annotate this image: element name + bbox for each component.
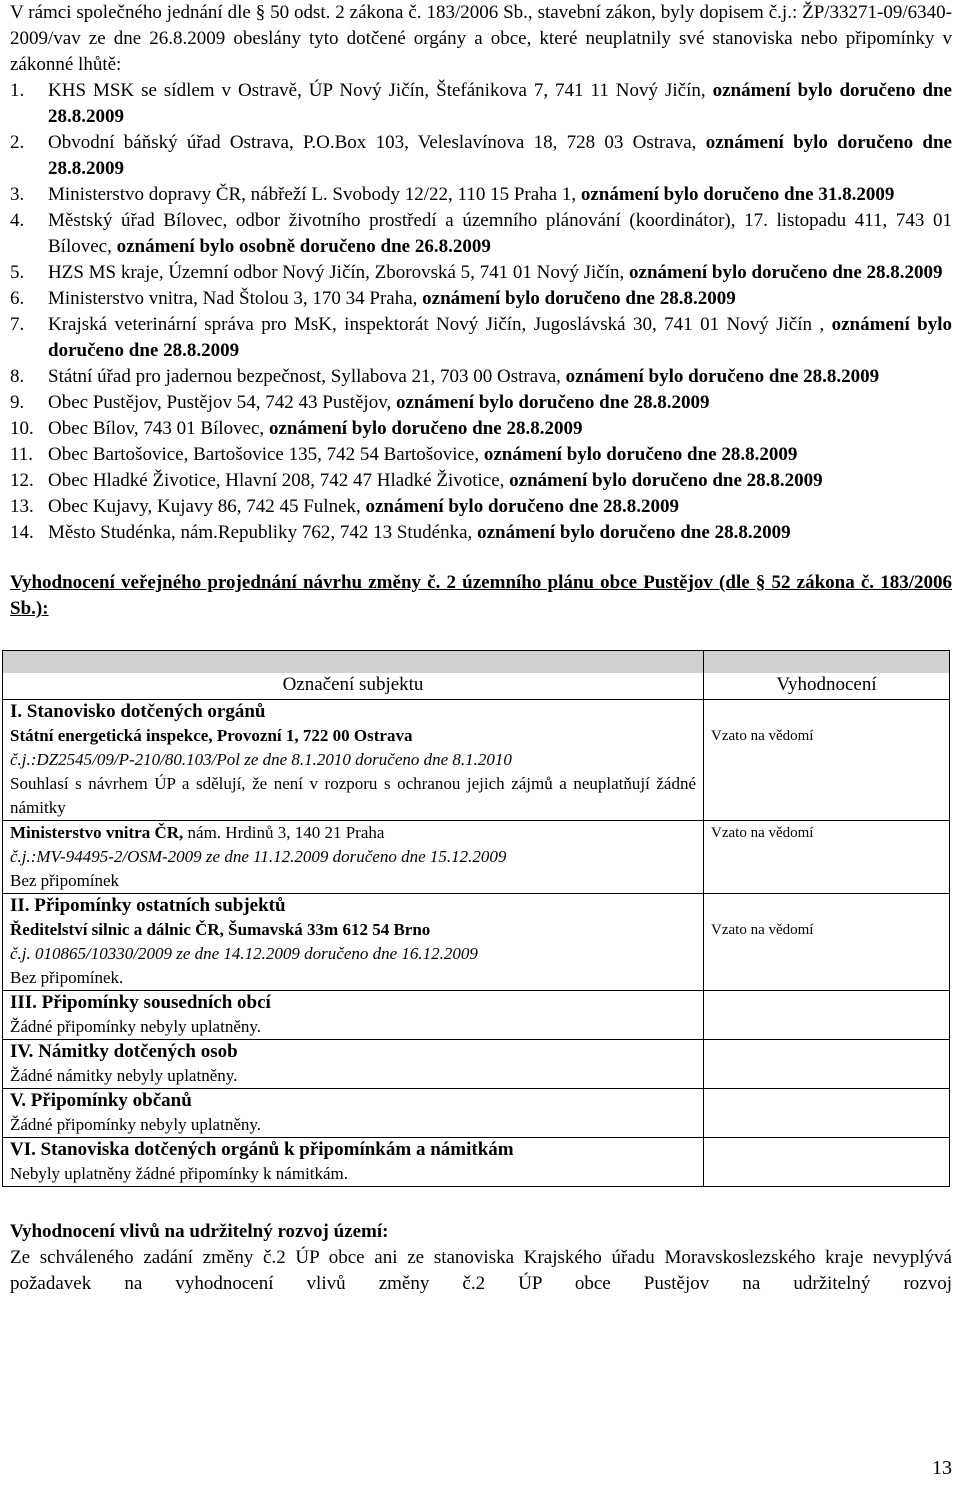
table-row [3, 1138, 950, 1187]
document-page [10, 0, 952, 1297]
table-row [3, 1089, 950, 1138]
column-header-subject: Označení subjektu [3, 673, 704, 700]
table-row [3, 821, 950, 894]
result-text: Vzato na vědomí [711, 922, 814, 938]
reference-number: č.j.:MV-94495-2/OSM-2009 ze dne 11.12.2009 doručeno dne 15.12.2009 [10, 847, 507, 866]
table-row [3, 1040, 950, 1089]
column-header-result: Vyhodnocení [704, 673, 950, 700]
list-item: 2. Obvodní báňský úřad Ostrava, P.O.Box 103, Veleslavínova 18, 728 03 Ostrava, oznámení bylo doručeno dne 28.8.2009 [10, 132, 952, 179]
entry-note: Bez připomínek. [10, 968, 124, 987]
sustainability-text: Ze schváleného zadání změny č.2 ÚP obce ani ze stanoviska Krajského úřadu Moravskoslezského kraje nevyplývá požadavek na vyhodnocení vlivů změny č.2 ÚP obce Pustějov na udržitelný rozvoj [10, 1247, 952, 1294]
result-text: Vzato na vědomí [711, 728, 814, 744]
organization-name: Státní energetická inspekce, Provozní 1, 722 00 Ostrava [10, 726, 413, 745]
section-title: II. Připomínky ostatních subjektů [10, 895, 286, 916]
section-title: VI. Stanoviska dotčených orgánů k připomínkám a námitkám [10, 1139, 514, 1160]
section-note: Žádné připomínky nebyly uplatněny. [10, 1115, 262, 1134]
list-item: 5. HZS MS kraje, Územní odbor Nový Jičín, Zborovská 5, 741 01 Nový Jičín, oznámení bylo doručeno dne 28.8.2009 [10, 262, 943, 283]
entry-note: Souhlasí s návrhem ÚP a sdělují, že není v rozporu s ochranou jejich zájmů a neuplatňují žádné námitky [10, 774, 696, 817]
section-note: Nebyly uplatněny žádné připomínky k námitkám. [10, 1164, 349, 1183]
section-title: IV. Námitky dotčených osob [10, 1041, 238, 1062]
organization-name: Ministerstvo vnitra ČR, nám. Hrdinů 3, 140 21 Praha [10, 823, 385, 842]
reference-number: č.j.:DZ2545/09/P-210/80.103/Pol ze dne 8.1.2010 doručeno dne 8.1.2010 [10, 750, 512, 769]
table-header-row [3, 673, 950, 700]
reference-number: č.j. 010865/10330/2009 ze dne 14.12.2009 doručeno dne 16.12.2009 [10, 944, 478, 963]
list-item: 1. KHS MSK se sídlem v Ostravě, ÚP Nový Jičín, Štefánikova 7, 741 11 Nový Jičín, oznámení bylo doručeno dne 28.8.2009 [10, 80, 952, 127]
list-item: 3. Ministerstvo dopravy ČR, nábřeží L. Svobody 12/22, 110 15 Praha 1, oznámení bylo doručeno dne 31.8.2009 [10, 184, 895, 205]
page-number: 13 [932, 1457, 952, 1479]
list-item: 4. Městský úřad Bílovec, odbor životního prostředí a územního plánování (koordinátor), 17. listopadu 411, 743 01 Bílovec, oznámení bylo osobně doručeno dne 26.8.2009 [10, 210, 952, 257]
table-row [3, 991, 950, 1040]
evaluation-table [2, 650, 950, 1187]
entry-note: Bez připomínek [10, 871, 120, 890]
list-item: 7. Krajská veterinární správa pro MsK, inspektorát Nový Jičín, Jugoslávská 30, 741 01 Nový Jičín , oznámení bylo doručeno dne 28.8.2009 [10, 314, 953, 361]
list-item: 9. Obec Pustějov, Pustějov 54, 742 43 Pustějov, oznámení bylo doručeno dne 28.8.2009 [10, 392, 710, 413]
notified-list [10, 78, 952, 546]
sustainability-heading: Vyhodnocení vlivů na udržitelný rozvoj území: [10, 1221, 389, 1242]
table-row [3, 894, 950, 991]
table-row [3, 700, 950, 821]
section-title: V. Připomínky občanů [10, 1090, 192, 1111]
evaluation-heading: Vyhodnocení veřejného projednání návrhu změny č. 2 územního plánu obce Pustějov (dle § 52 zákona č. 183/2006 Sb.): [10, 572, 952, 619]
list-item: 14. Město Studénka, nám.Republiky 762, 742 13 Studénka, oznámení bylo doručeno dne 28.8.2009 [10, 522, 791, 543]
result-text: Vzato na vědomí [711, 825, 814, 841]
section-title: I. Stanovisko dotčených orgánů [10, 701, 266, 722]
intro-paragraph: V rámci společného jednání dle § 50 odst. 2 zákona č. 183/2006 Sb., stavební zákon, byly dopisem č.j.: ŽP/33271-09/6340-2009/vav ze dne 26.8.2009 obeslány tyto dotčené orgány a obce, které neuplatnily své stanoviska nebo připomínky v zákonné lhůtě: [10, 2, 952, 75]
list-item: 11. Obec Bartošovice, Bartošovice 135, 742 54 Bartošovice, oznámení bylo doručeno dne 28.8.2009 [10, 444, 798, 465]
section-note: Žádné připomínky nebyly uplatněny. [10, 1017, 262, 1036]
list-item: 13. Obec Kujavy, Kujavy 86, 742 45 Fulnek, oznámení bylo doručeno dne 28.8.2009 [10, 496, 680, 517]
list-item: 8. Státní úřad pro jadernou bezpečnost, Syllabova 21, 703 00 Ostrava, oznámení bylo doručeno dne 28.8.2009 [10, 366, 880, 387]
table-shaded-row [3, 651, 950, 674]
organization-name: Ředitelství silnic a dálnic ČR, Šumavská 33m 612 54 Brno [10, 920, 431, 939]
list-item: 12. Obec Hladké Životice, Hlavní 208, 742 47 Hladké Životice, oznámení bylo doručeno dne 28.8.2009 [10, 470, 823, 491]
section-note: Žádné námitky nebyly uplatněny. [10, 1066, 238, 1085]
section-title: III. Připomínky sousedních obcí [10, 992, 271, 1013]
list-item: 6. Ministerstvo vnitra, Nad Štolou 3, 170 34 Praha, oznámení bylo doručeno dne 28.8.2009 [10, 288, 736, 309]
list-item: 10. Obec Bílov, 743 01 Bílovec, oznámení bylo doručeno dne 28.8.2009 [10, 418, 583, 439]
